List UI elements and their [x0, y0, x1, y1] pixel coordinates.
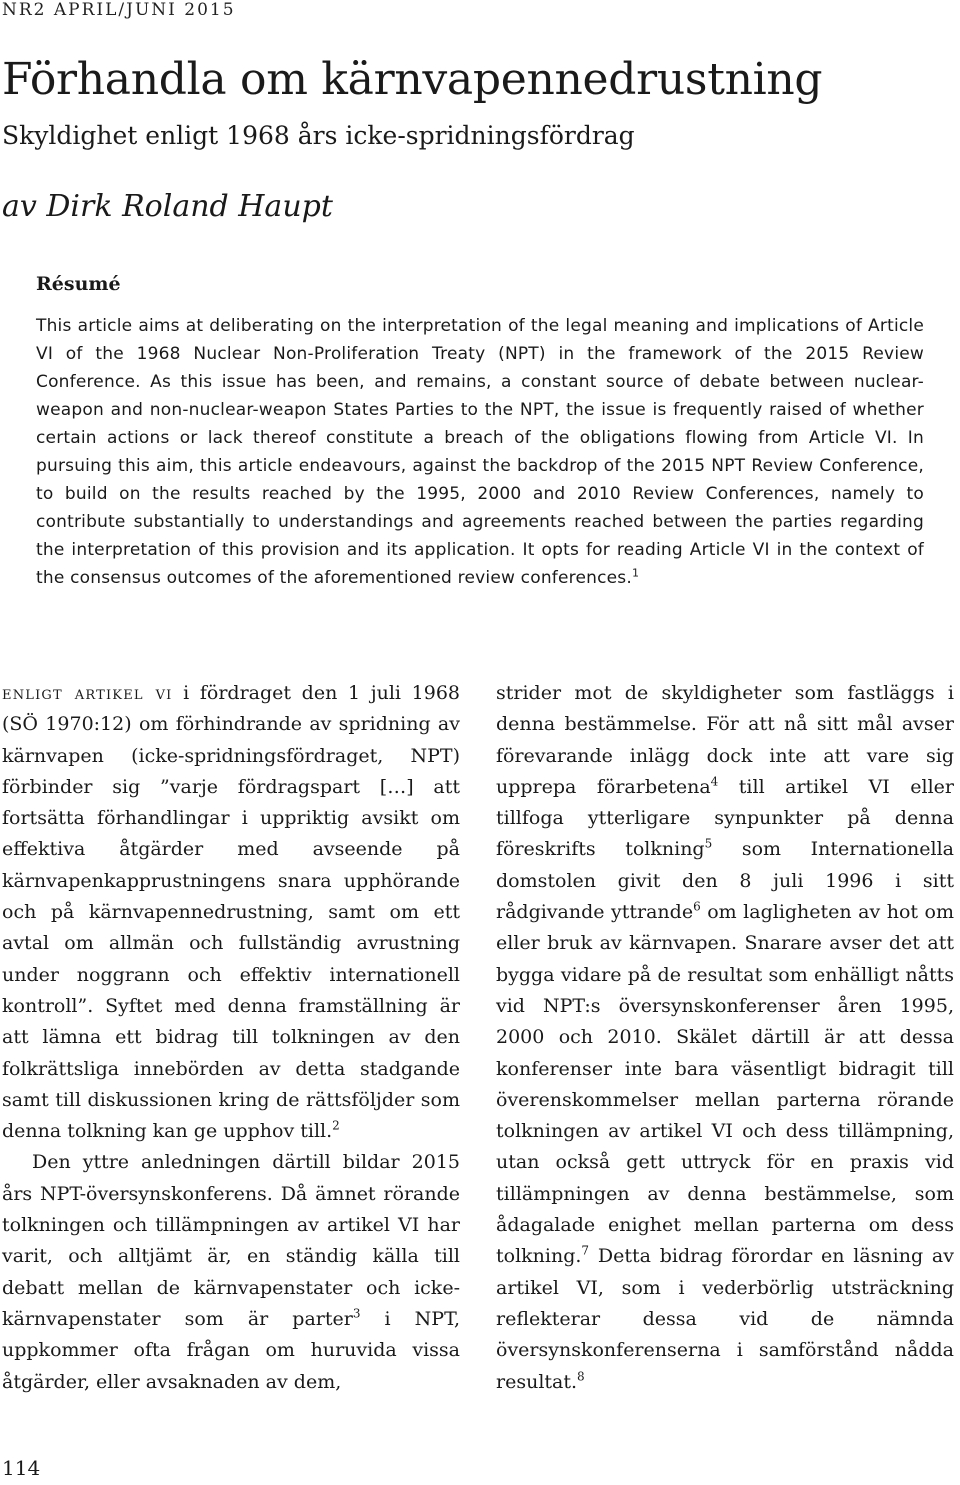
paragraph-3-text-5: Detta bidrag förordar en läsning av artikel VI, som i vederbörlig utsträckning reflekterar dessa vid de nämnda översynskonferenserna i samförstånd nådda resultat.: [496, 1245, 954, 1393]
footnote-ref-5[interactable]: 5: [704, 837, 713, 852]
footnote-ref-1[interactable]: 1: [631, 566, 640, 580]
paragraph-2-text-a: Den yttre anledningen därtill bildar 2015 års NPT-översynskonferens. Då ämnet rörande tolkningen och tillämpningen av artikel VI har varit, och alltjämt är, en ständig källa till debatt mellan de kärnvapenstater och icke-kärnvapenstater som är parter: [2, 1151, 460, 1330]
paragraph-3-text-2: till artikel VI eller tillfoga ytterligare synpunkter på denna föreskrifts tolkning: [496, 775, 954, 861]
article-subtitle: Skyldighet enligt 1968 års icke-spridningsfördrag: [2, 121, 635, 150]
page-number: 114: [2, 1456, 41, 1480]
paragraph-2-text-b: i NPT, uppkommer ofta frågan om huruvida vissa åtgärder, eller avsaknaden av dem,: [2, 1307, 460, 1393]
paragraph-3-text-3: som Internationella domstolen givit den 8 juli 1996 i sitt rådgivande yttrande: [496, 838, 954, 924]
left-column: [2, 678, 460, 1398]
body-paragraph-1: [2, 678, 460, 1147]
paragraph-3-text-1: strider mot de skyldigheter som fastläggs i denna bestämmelse. För att nå sitt mål avser förevarande inlägg dock inte att vare sig upprepa förarbetena: [496, 682, 954, 798]
issue-header: NR2 APRIL/JUNI 2015: [2, 0, 236, 20]
footnote-ref-3[interactable]: 3: [352, 1306, 361, 1321]
abstract-body: This article aims at deliberating on the interpretation of the legal meaning and implications of Article VI of the 1968 Nuclear Non-Proliferation Treaty (NPT) in the framework of the 2015 Review Conference. As this issue has been, and remains, a constant source of debate between nuclear-weapon and non-nuclear-weapon States Parties to the NPT, the issue is frequently raised of whether certain actions or lack thereof constitute a breach of the obligations flowing from Article VI. In pursuing this aim, this article endeavours, against the backdrop of the 2015 NPT Review Conference, to build on the results reached by the 1995, 2000 and 2010 Review Conferences, namely to contribute substantially to understandings and agreements reached between the parties regarding the interpretation of this provision and its application. It opts for reading Article VI in the context of the consensus outcomes of the aforementioned review conferences.: [36, 316, 924, 588]
abstract-text: [36, 312, 924, 592]
footnote-ref-4[interactable]: 4: [710, 774, 719, 789]
article-title: Förhandla om kärnvapennedrustning: [2, 54, 823, 105]
footnote-ref-7[interactable]: 7: [581, 1244, 590, 1259]
paragraph-1-text: i fördraget den 1 juli 1968 (SÖ 1970:12) om förhindrande av spridning av kärnvapen (icke-spridningsfördraget, NPT) förbinder sig ”varje fördragspart […] att fortsätta förhandlingar i uppriktig avsikt om effektiva åtgärder med avseende på kärnvapenkapprustningens snara upphörande och på kärnvapennedrustning, samt om ett avtal om allmän och fullständig avrustning under noggrann och effektiv internationell kontroll”. Syftet med denna framställning är att lämna ett bidrag till tolkningen av den folkrättsliga innebörden av detta stadgande samt till diskussionen kring de rättsföljder som denna tolkning kan ge upphov till.: [2, 682, 460, 1143]
right-column: [496, 678, 954, 1398]
body-paragraph-2: [2, 1147, 460, 1397]
paragraph-3-text-4: om lagligheten av hot om eller bruk av kärnvapen. Snarare avser det att bygga vidare på de resultat som enhälligt nåtts vid NPT:s översynskonferenser åren 1995, 2000 och 2010. Skälet därtill är att dessa konferenser inte bara väsentligt bidragit till överenskommelser mellan parterna rörande tolkningen av artikel VI och dess tillämpning, utan också gett uttryck för en praxis vid tillämpningen av denna bestämmelse, som ådagalade enighet mellan parterna om dess tolkning.: [496, 901, 954, 1268]
article-author: av Dirk Roland Haupt: [2, 189, 333, 224]
footnote-ref-6[interactable]: 6: [693, 899, 701, 914]
lead-in-smallcaps: enligt artikel vi: [2, 682, 173, 704]
footnote-ref-8[interactable]: 8: [577, 1369, 585, 1384]
body-paragraph-3: [496, 678, 954, 1398]
abstract-heading: Résumé: [36, 273, 121, 295]
footnote-ref-2[interactable]: 2: [332, 1118, 340, 1133]
